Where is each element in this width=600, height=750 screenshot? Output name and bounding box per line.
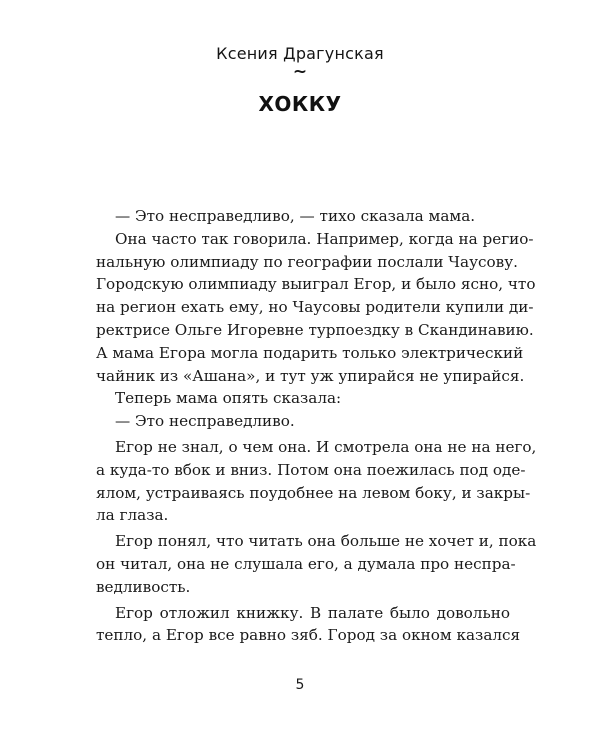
text-line: Она часто так говорила. Например, когда на регио- bbox=[115, 229, 534, 248]
text-line: ректрисе Ольге Игоревне турпоездку в Скандинавию. bbox=[96, 320, 534, 339]
text-line: ведливость. bbox=[96, 577, 191, 596]
text-line: ялом, устраиваясь поудобнее на левом боку, и закры- bbox=[96, 483, 531, 502]
text-line: он читал, она не слушала его, а думала про неспра- bbox=[96, 554, 516, 573]
text-line: Егор понял, что читать она больше не хочет и, пока bbox=[115, 532, 537, 551]
author-name: Ксения Драгунская bbox=[216, 44, 384, 63]
text-line: ла глаза. bbox=[96, 506, 169, 525]
text-line: Егор отложил книжку. В палате было довольно bbox=[115, 603, 510, 622]
text-line: а куда-то вбок и вниз. Потом она поежилась под оде- bbox=[96, 460, 526, 479]
page-number: 5 bbox=[295, 677, 305, 693]
chapter-title: ХОККУ bbox=[258, 92, 342, 116]
text-line: Теперь мама опять сказала: bbox=[115, 389, 342, 408]
text-line: на регион ехать ему, но Чаусовы родители купили ди- bbox=[96, 298, 534, 317]
text-line: — Это несправедливо, — тихо сказала мама. bbox=[115, 207, 476, 225]
text-line: Егор не знал, о чем она. И смотрела она не на него, bbox=[115, 437, 537, 456]
title-separator: ~ bbox=[292, 62, 308, 82]
text-line: нальную олимпиаду по географии послали Чаусову. bbox=[96, 252, 518, 271]
text-line: Городскую олимпиаду выиграл Егор, и было ясно, что bbox=[96, 275, 536, 294]
body-text bbox=[96, 205, 537, 647]
text-line: чайник из «Ашана», и тут уж упирайся не упирайся. bbox=[96, 366, 525, 385]
text-line: тепло, а Егор все равно зяб. Город за окном казался bbox=[96, 626, 521, 645]
text-line: — Это несправедливо. bbox=[115, 412, 295, 431]
text-line: А мама Егора могла подарить только электрический bbox=[96, 343, 524, 362]
